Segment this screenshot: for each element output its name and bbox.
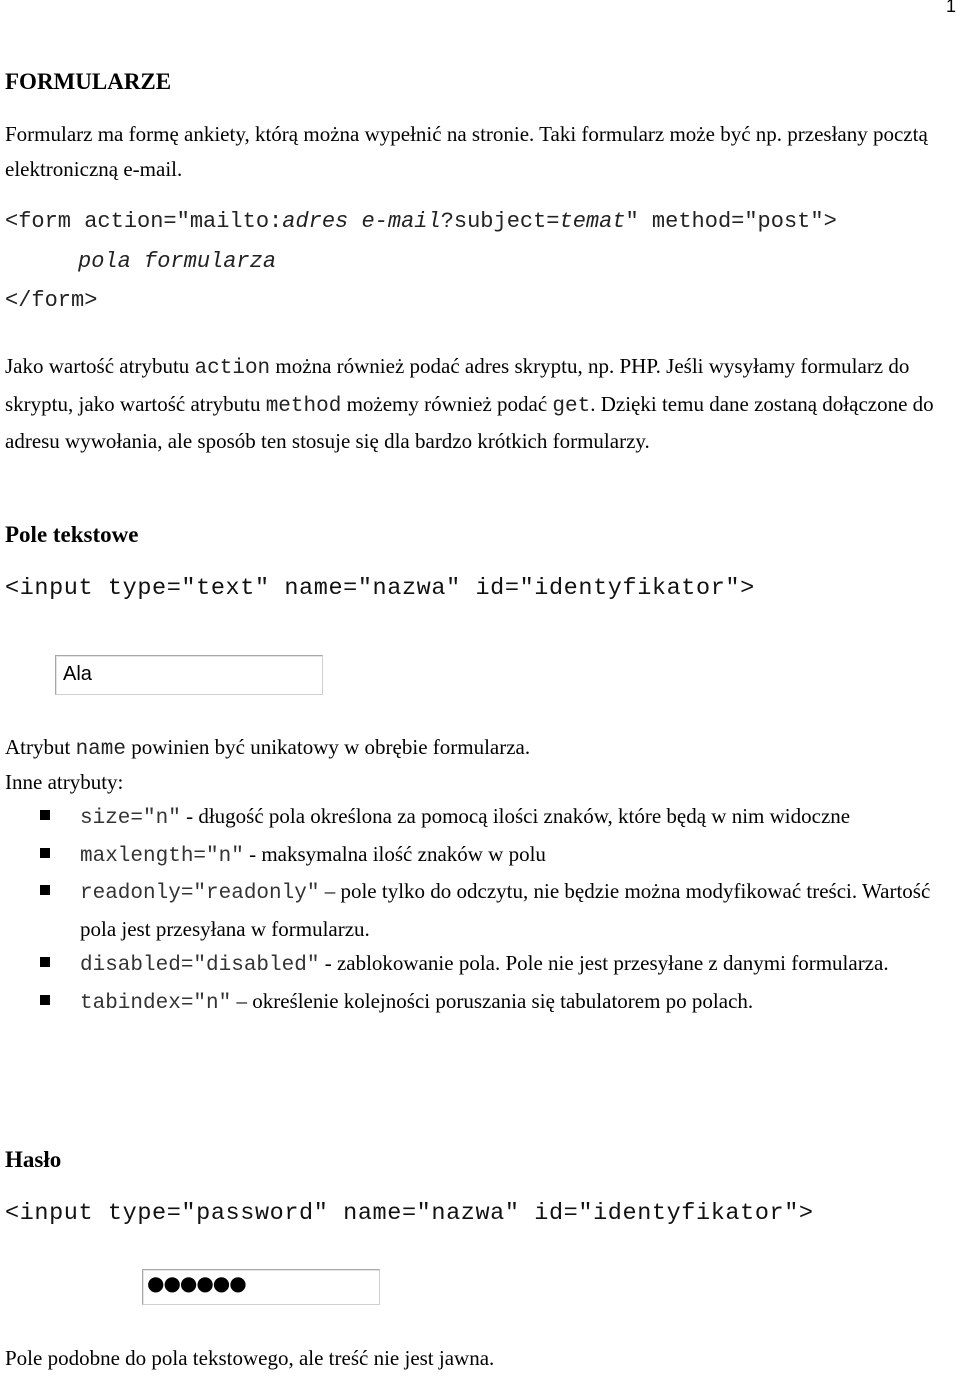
password-input-code: <input type="password" name="nazwa" id="identyfikator"> [5, 1200, 814, 1227]
form-close-code: </form> [5, 288, 98, 313]
form-open-email: adres e-mail [282, 209, 441, 234]
list-item [40, 946, 960, 984]
name-note-b: powinien być unikatowy w obrębie formularza. [126, 735, 531, 759]
action-text-1: Jako wartość atrybutu [5, 354, 195, 378]
attribute-list [40, 799, 960, 1021]
attr-desc: - długość pola określona za pomocą ilości znaków, które będą w nim widoczne [180, 804, 851, 828]
form-inner-code: pola formularza [78, 249, 277, 274]
intro-paragraph [5, 117, 955, 186]
name-attribute-note [5, 730, 530, 768]
attr-code: tabindex="n" [80, 991, 232, 1015]
bullet-icon [40, 885, 50, 895]
bullet-icon [40, 995, 50, 1005]
form-open-c: ?subject= [440, 209, 560, 234]
action-code-3: get [552, 394, 591, 418]
action-code-2: method [265, 394, 342, 418]
form-open-e: " method="post"> [625, 209, 837, 234]
bullet-icon [40, 848, 50, 858]
attr-desc: - zablokowanie pola. Pole nie jest przesyłane z danymi formularza. [319, 951, 889, 975]
attr-code: disabled="disabled" [80, 954, 320, 977]
attr-desc: – pole tylko do odczytu, nie będzie można modyfikować treści. Wartość pola jest przesyłana w formularzu. [80, 879, 931, 941]
form-open-subject: temat [559, 209, 626, 234]
password-note: Pole podobne do pola tekstowego, ale treść nie jest jawna. [5, 1346, 495, 1370]
bullet-icon [40, 957, 50, 967]
text-field-heading: Pole tekstowe [5, 522, 139, 547]
password-heading: Hasło [5, 1147, 62, 1172]
page-title: FORMULARZE [5, 69, 172, 94]
password-input-example [142, 1269, 380, 1305]
intro-text: Formularz ma formę ankiety, którą można wypełnić na stronie. Taki formularz może być np. przesłany pocztą elektroniczną e-mail. [5, 122, 928, 181]
name-note-code: name [75, 738, 126, 761]
action-text-2: można również podać adres skryptu, np. PHP. Jeśli wysyłamy formularz do skryptu, jako wartość atrybutu [5, 354, 910, 416]
attr-code: readonly="readonly" [80, 882, 320, 905]
list-item [40, 984, 960, 1022]
attr-code: size="n" [80, 807, 181, 830]
form-open-code [5, 209, 837, 234]
attr-desc: - maksymalna ilość znaków w polu [243, 841, 546, 866]
text-input-example [55, 655, 323, 695]
attr-code: maxlength="n" [80, 844, 244, 868]
text-input-example-value: Ala [63, 663, 92, 685]
text-input-code: <input type="text" name="nazwa" id="identyfikator"> [5, 575, 755, 602]
form-open-a: <form action="mailto: [5, 209, 283, 234]
action-text-3: możemy również podać [341, 391, 553, 416]
list-item [40, 799, 960, 837]
action-paragraph [5, 349, 960, 459]
action-code-1: action [194, 357, 271, 380]
name-note-a: Atrybut [5, 735, 76, 759]
page-number: 1 [945, 0, 956, 16]
list-item [40, 837, 960, 875]
attr-desc: – określenie kolejności poruszania się tabulatorem po polach. [231, 988, 754, 1013]
bullet-icon [40, 810, 50, 820]
password-input-example-value: ●●●●●● [147, 1271, 246, 1295]
list-item [40, 874, 960, 946]
action-text-4: . Dzięki temu dane zostaną dołączone do adresu wywołania, ale sposób ten stosuje się dla bardzo krótkich formularzy. [5, 391, 934, 453]
other-attributes-label: Inne atrybuty: [5, 770, 124, 794]
